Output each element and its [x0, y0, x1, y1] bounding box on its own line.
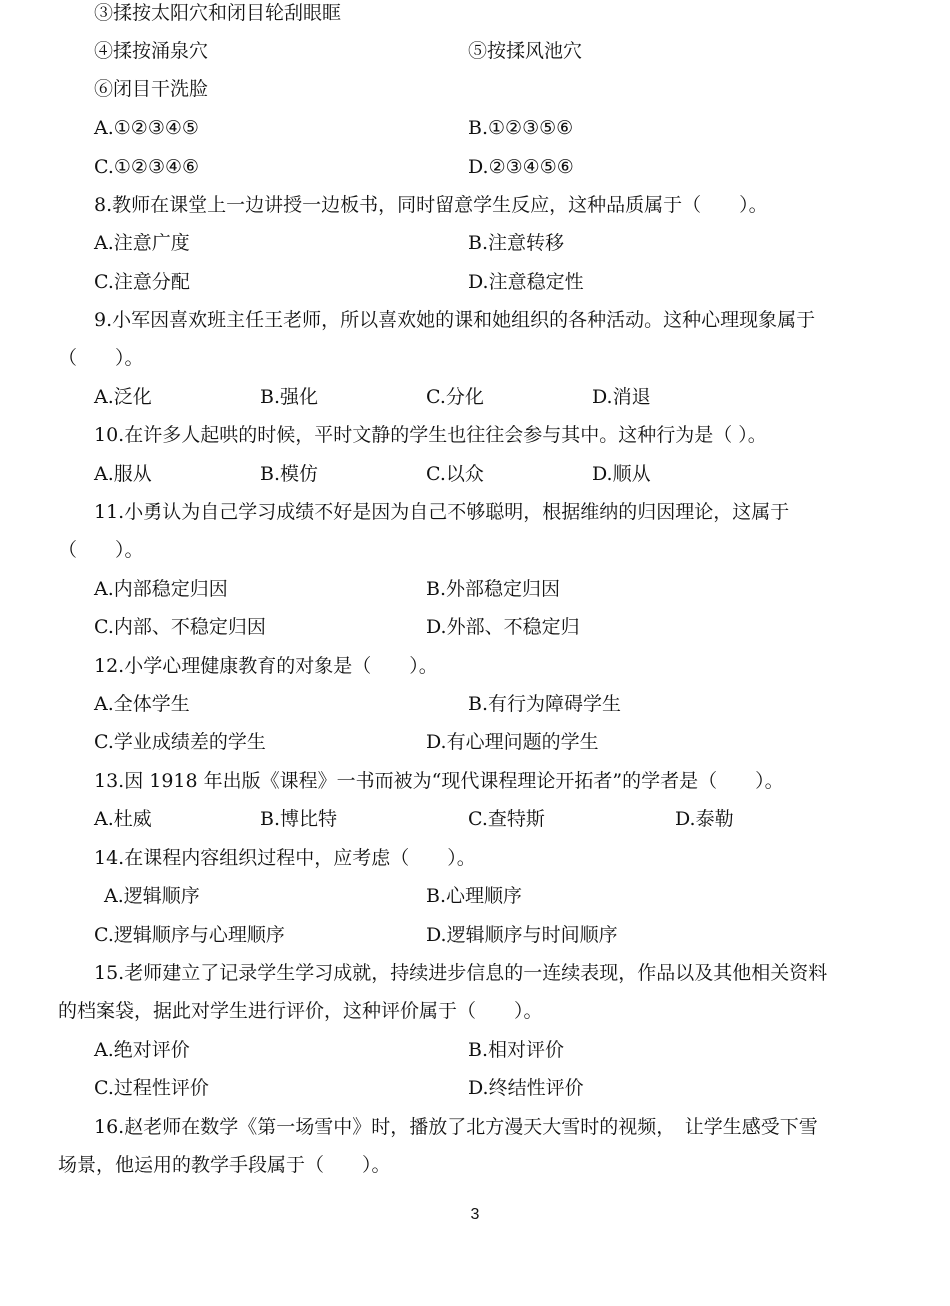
q9-option-b: B.强化: [260, 386, 319, 408]
q12-option-c: C.学业成绩差的学生: [94, 731, 266, 753]
q14-option-a: A.逻辑顺序: [104, 885, 200, 907]
q9-option-d: D.消退: [592, 386, 651, 408]
q15-stem-line2: 的档案袋，据此对学生进行评价，这种评价属于（ ）。: [58, 1000, 543, 1022]
q14-option-c: C.逻辑顺序与心理顺序: [94, 924, 285, 946]
q15-option-d: D.终结性评价: [468, 1077, 584, 1099]
q16-stem-line1: 16.赵老师在数学《第一场雪中》时，播放了北方漫天大雪时的视频， 让学生感受下雪: [94, 1116, 818, 1138]
q10-option-c: C.以众: [426, 463, 484, 485]
q14-stem: 14.在课程内容组织过程中，应考虑（ ）。: [94, 847, 476, 869]
q8-option-d: D.注意稳定性: [468, 271, 584, 293]
q15-stem-line1: 15.老师建立了记录学生学习成就，持续进步信息的一连续表现，作品以及其他相关资料: [94, 962, 828, 984]
q15-option-b: B.相对评价: [468, 1039, 565, 1061]
q9-stem-line2: （ ）。: [58, 347, 144, 369]
item-5: ⑤按揉风池穴: [468, 40, 583, 62]
q11-option-d: D.外部、不稳定归: [426, 616, 580, 638]
q10-stem: 10.在许多人起哄的时候，平时文静的学生也往往会参与其中。这种行为是（ ）。: [94, 424, 767, 446]
item-3: ③揉按太阳穴和闭目轮刮眼眶: [94, 2, 342, 24]
page-number: 3: [470, 1206, 480, 1223]
q10-option-a: A.服从: [94, 463, 152, 485]
q13-option-d: D.泰勒: [675, 808, 734, 830]
q11-stem-line2: （ ）。: [58, 539, 144, 561]
q7-option-b: B.①②③⑤⑥: [468, 117, 574, 139]
q13-option-a: A.杜威: [94, 808, 152, 830]
q7-option-a: A.①②③④⑤: [94, 117, 199, 139]
q14-option-d: D.逻辑顺序与时间顺序: [426, 924, 618, 946]
q11-option-c: C.内部、不稳定归因: [94, 616, 266, 638]
q7-option-c: C.①②③④⑥: [94, 156, 200, 178]
q12-option-a: A.全体学生: [94, 693, 190, 715]
q9-option-c: C.分化: [426, 386, 484, 408]
q8-stem: 8.教师在课堂上一边讲授一边板书，同时留意学生反应，这种品质属于（ ）。: [94, 194, 768, 216]
q13-stem: 13.因 1918 年出版《课程》一书而被为“现代课程理论开拓者”的学者是（ ）。: [94, 770, 784, 792]
q13-option-c: C.查特斯: [468, 808, 545, 830]
q9-option-a: A.泛化: [94, 386, 152, 408]
q16-stem-line2: 场景，他运用的教学手段属于（ ）。: [58, 1154, 391, 1176]
q7-option-d: D.②③④⑤⑥: [468, 156, 574, 178]
q13-option-b: B.博比特: [260, 808, 338, 830]
q10-option-b: B.模仿: [260, 463, 319, 485]
q12-option-b: B.有行为障碍学生: [468, 693, 622, 715]
q12-stem: 12.小学心理健康教育的对象是（ ）。: [94, 655, 438, 677]
q10-option-d: D.顺从: [592, 463, 651, 485]
q12-option-d: D.有心理问题的学生: [426, 731, 599, 753]
item-6: ⑥闭目干洗脸: [94, 78, 209, 100]
q14-option-b: B.心理顺序: [426, 885, 523, 907]
q8-option-b: B.注意转移: [468, 232, 565, 254]
q11-option-b: B.外部稳定归因: [426, 578, 561, 600]
q9-stem-line1: 9.小军因喜欢班主任王老师，所以喜欢她的课和她组织的各种活动。这种心理现象属于: [94, 309, 816, 331]
q11-stem-line1: 11.小勇认为自己学习成绩不好是因为自己不够聪明，根据维纳的归因理论，这属于: [94, 501, 790, 523]
q11-option-a: A.内部稳定归因: [94, 578, 228, 600]
item-4: ④揉按涌泉穴: [94, 40, 209, 62]
q8-option-c: C.注意分配: [94, 271, 190, 293]
q8-option-a: A.注意广度: [94, 232, 190, 254]
q15-option-a: A.绝对评价: [94, 1039, 190, 1061]
q15-option-c: C.过程性评价: [94, 1077, 209, 1099]
